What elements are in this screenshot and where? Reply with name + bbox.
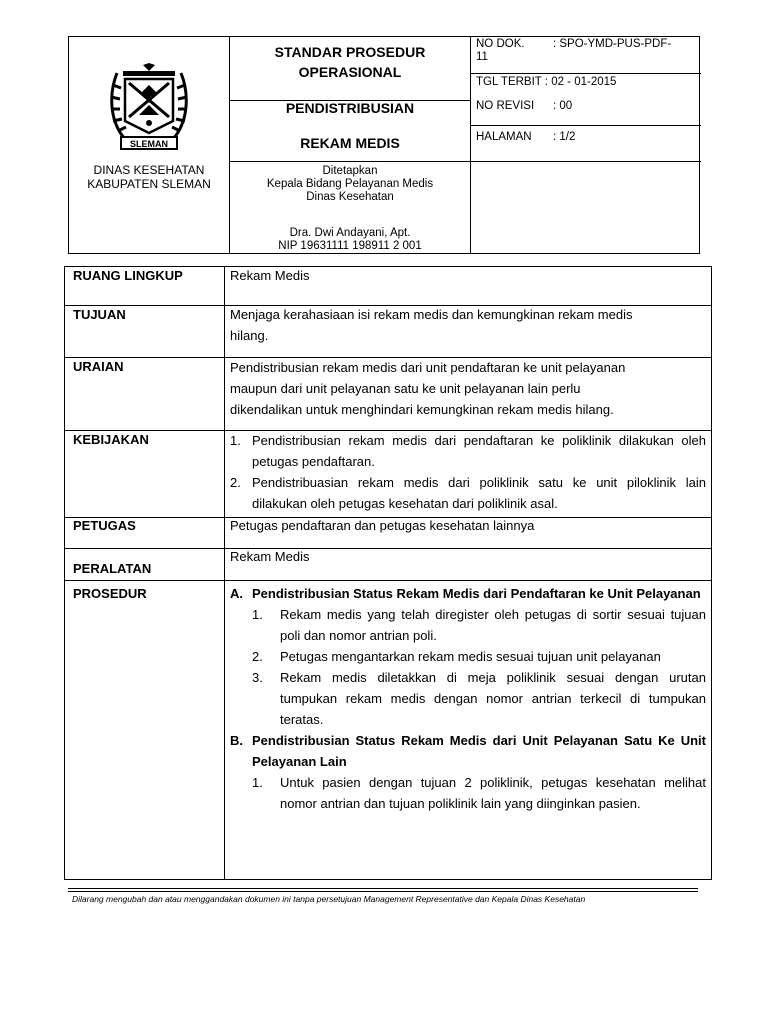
policy-item-text: Pendistribusian rekam medis dari pendaftaran ke poliklinik dilakukan oleh petugas pendaftaran. xyxy=(252,433,706,469)
policy-item xyxy=(230,472,706,514)
page-label: HALAMAN xyxy=(476,131,532,143)
section-label-policy: KEBIJAKAN xyxy=(73,432,149,447)
policy-item xyxy=(230,430,706,472)
section-value-scope: Rekam Medis xyxy=(230,268,310,283)
procedure-step xyxy=(230,604,706,646)
approval-line1: Ditetapkan xyxy=(322,165,378,177)
section-label-staff: PETUGAS xyxy=(73,518,136,533)
sop-title-line1: STANDAR PROSEDUR xyxy=(274,44,426,60)
document-header xyxy=(68,36,700,254)
section-label-procedure: PROSEDUR xyxy=(73,586,147,601)
section-value-purpose xyxy=(230,304,706,346)
svg-text:SLEMAN: SLEMAN xyxy=(130,139,168,149)
section-label-description: URAIAN xyxy=(73,359,124,374)
footer-note: Dilarang mengubah dan atau menggandakan dokumen ini tanpa persetujuan Management Representative dan Kepala Dinas Kesehatan xyxy=(72,894,586,904)
agency-name-line1: DINAS KESEHATAN xyxy=(93,163,205,177)
table-column-divider xyxy=(224,267,225,879)
procedure-part-a-title xyxy=(230,583,706,604)
procedure-step-number: 1. xyxy=(252,607,263,622)
policy-item-number: 1. xyxy=(230,433,241,448)
description-line: dikendalikan untuk menghindari kemungkinan rekam medis hilang. xyxy=(230,402,614,417)
procedure-part-a-heading: Pendistribusian Status Rekam Medis dari Pendaftaran ke Unit Pelayanan xyxy=(252,586,701,601)
procedure-step xyxy=(230,667,706,730)
procedure-part-b-title xyxy=(230,730,706,772)
header-divider xyxy=(229,161,701,162)
section-label-purpose: TUJUAN xyxy=(73,307,126,322)
header-divider xyxy=(470,73,701,74)
sop-title-line2: OPERASIONAL xyxy=(298,64,402,80)
signer-nip: NIP 19631111 198911 2 001 xyxy=(278,240,422,252)
approval-line2: Kepala Bidang Pelayanan Medis xyxy=(266,178,434,190)
purpose-line: hilang. xyxy=(230,328,269,343)
doc-number-label: NO DOK. xyxy=(476,38,525,50)
sop-subject-line2: REKAM MEDIS xyxy=(300,135,400,151)
section-value-procedure xyxy=(230,583,706,814)
revision-value: : 00 xyxy=(553,100,573,112)
procedure-part-b-letter: B. xyxy=(230,733,243,748)
page-value: : 1/2 xyxy=(553,131,576,143)
procedure-step-text: Rekam medis diletakkan di meja poliklinik sesuai dengan urutan tumpukan rekam medis dengan nomor antrian terkecil di tumpukan teratas. xyxy=(280,670,706,727)
sop-subject-line1: PENDISTRIBUSIAN xyxy=(285,100,415,116)
procedure-part-a-letter: A. xyxy=(230,586,243,601)
procedure-step-number: 1. xyxy=(252,775,263,790)
revision-label: NO REVISI xyxy=(476,100,535,112)
section-value-staff: Petugas pendaftaran dan petugas kesehatan lainnya xyxy=(230,518,535,533)
procedure-part-b-heading: Pendistribusian Status Rekam Medis dari Unit Pelayanan Satu Ke Unit Pelayanan Lain xyxy=(252,733,706,769)
table-row-divider xyxy=(65,580,711,581)
footer-rule xyxy=(68,891,698,892)
sop-content-table xyxy=(64,266,712,880)
issue-date: TGL TERBIT : 02 - 01-2015 xyxy=(476,76,617,88)
procedure-step-number: 2. xyxy=(252,649,263,664)
signer-name: Dra. Dwi Andayani, Apt. xyxy=(289,227,411,239)
procedure-step-text: Rekam medis yang telah diregister oleh petugas di sortir sesuai tujuan poli dan nomor antrian poli. xyxy=(280,607,706,643)
policy-item-number: 2. xyxy=(230,475,241,490)
procedure-step xyxy=(230,646,706,667)
sleman-regency-emblem xyxy=(103,63,195,153)
policy-item-text: Pendistribuasian rekam medis dari poliklinik satu ke unit piloklinik lain dilakukan oleh petugas kesehatan dari poliklinik asal. xyxy=(252,475,706,511)
description-line: Pendistribusian rekam medis dari unit pendaftaran ke unit pelayanan xyxy=(230,360,626,375)
procedure-step-number: 3. xyxy=(252,670,263,685)
procedure-step-text: Untuk pasien dengan tujuan 2 poliklinik, petugas kesehatan melihat nomor antrian dan tujuan poliklinik lain yang diinginkan pasien. xyxy=(280,775,706,811)
section-value-equipment: Rekam Medis xyxy=(230,549,310,564)
doc-number-value: : SPO-YMD-PUS-PDF- xyxy=(553,38,672,50)
approval-line3: Dinas Kesehatan xyxy=(306,191,394,203)
header-divider xyxy=(470,125,701,126)
section-value-description xyxy=(230,357,706,420)
agency-name-line2: KABUPATEN SLEMAN xyxy=(87,177,211,191)
section-value-policy xyxy=(230,430,706,514)
description-line: maupun dari unit pelayanan satu ke unit pelayanan lain perlu xyxy=(230,381,581,396)
doc-number-value-cont: 11 xyxy=(476,51,488,63)
section-label-equipment: PERALATAN xyxy=(73,561,152,576)
section-label-scope: RUANG LINGKUP xyxy=(73,268,183,283)
procedure-step xyxy=(230,772,706,814)
purpose-line: Menjaga kerahasiaan isi rekam medis dan kemungkinan rekam medis xyxy=(230,307,633,322)
footer-rule xyxy=(68,888,698,889)
procedure-step-text: Petugas mengantarkan rekam medis sesuai tujuan unit pelayanan xyxy=(280,649,661,664)
